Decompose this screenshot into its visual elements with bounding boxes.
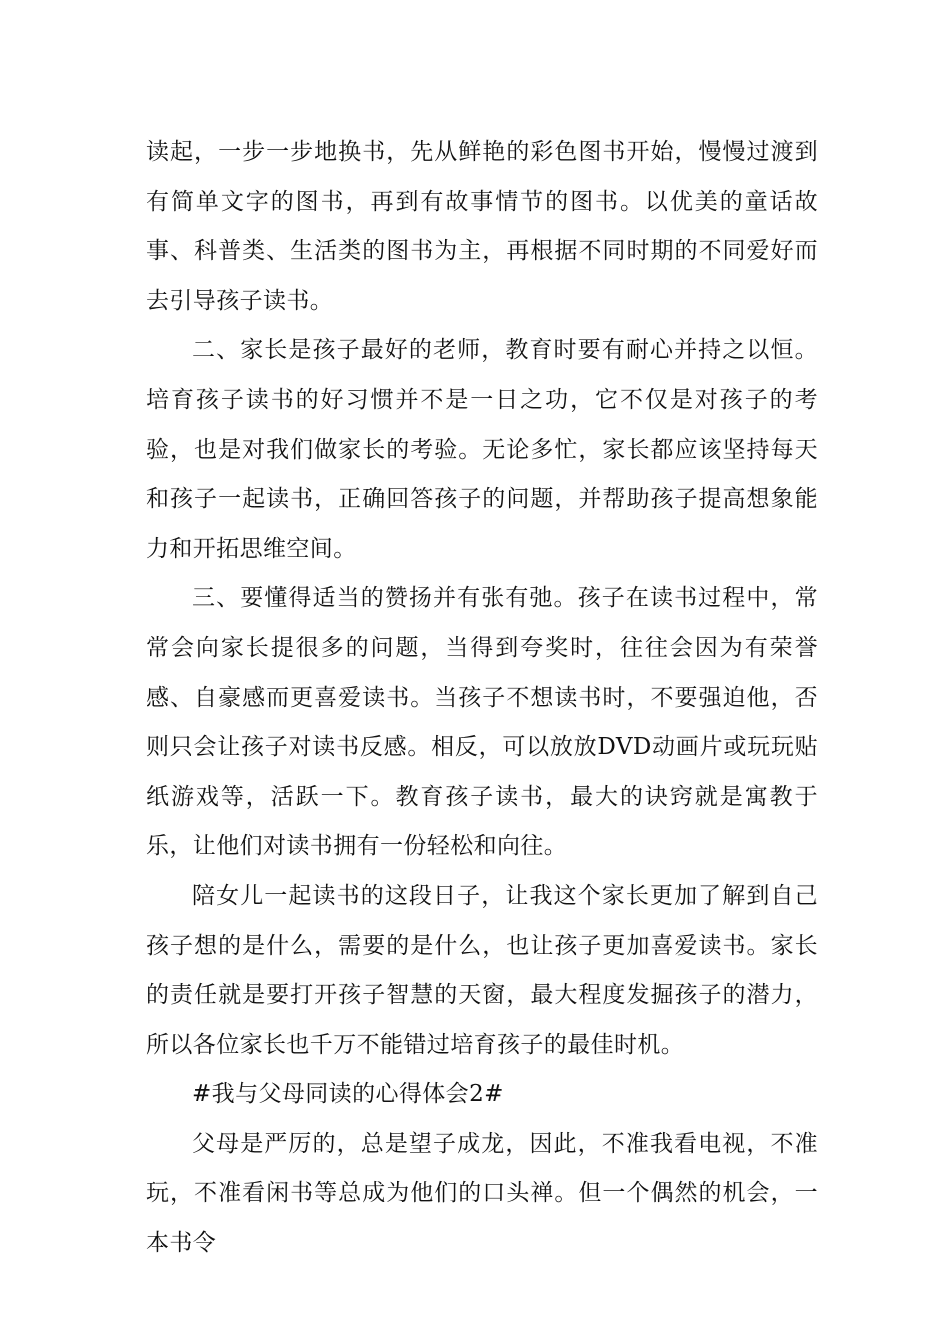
paragraph-4: 陪女儿一起读书的这段日子，让我这个家长更加了解到自己孩子想的是什么，需要的是什么，也让孩子更加喜爱读书。家长的责任就是要打开孩子智慧的天窗，最大程度发掘孩子的潜力，所以各位家长也千万不能错过培育孩子的最佳时机。	[146, 882, 818, 1058]
section-heading: #我与父母同读的心得体会2#	[192, 1081, 504, 1108]
paragraph-5: 父母是严厉的，总是望子成龙，因此，不准我看电视，不准玩，不准看闲书等总成为他们的口头禅。但一个偶然的机会，一本书令	[146, 1130, 818, 1257]
paragraph-2: 二、家长是孩子最好的老师，教育时要有耐心并持之以恒。培育孩子读书的好习惯并不是一日之功，它不仅是对孩子的考验，也是对我们做家长的考验。无论多忙，家长都应该坚持每天和孩子一起读书，正确回答孩子的问题，并帮助孩子提高想象能力和开拓思维空间。	[146, 337, 818, 562]
paragraph-1: 读起，一步一步地换书，先从鲜艳的彩色图书开始，慢慢过渡到有简单文字的图书，再到有故事情节的图书。以优美的童话故事、科普类、生活类的图书为主，再根据不同时期的不同爱好而去引导孩子读书。	[146, 139, 818, 314]
paragraph-3: 三、要懂得适当的赞扬并有张有弛。孩子在读书过程中，常常会向家长提很多的问题，当得到夸奖时，往往会因为有荣誉感、自豪感而更喜爱读书。当孩子不想读书时，不要强迫他，否则只会让孩子对读书反感。相反，可以放放DVD动画片或玩玩贴纸游戏等，活跃一下。教育孩子读书，最大的诀窍就是寓教于乐，让他们对读书拥有一份轻松和向往。	[146, 585, 818, 860]
document-page	[146, 128, 818, 1269]
